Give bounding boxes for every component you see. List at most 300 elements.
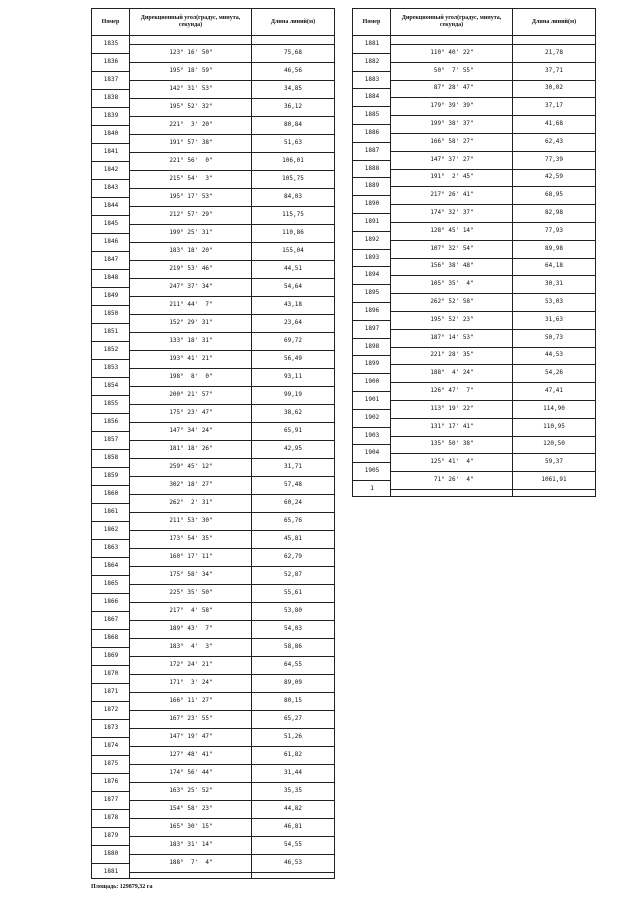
line-length: 54,64 xyxy=(283,283,303,290)
line-length: 77,93 xyxy=(544,226,564,234)
point-number: 1883 xyxy=(364,75,380,83)
point-number: 1865 xyxy=(103,580,119,587)
line-length: 57,48 xyxy=(283,481,303,488)
header-angle: Дирекционный угол(градус, минута, секунда) xyxy=(130,9,252,35)
point-number: 1849 xyxy=(103,292,119,299)
direction-angle: 160° 17' 11" xyxy=(169,553,213,560)
point-number: 1884 xyxy=(364,93,380,101)
point-number: 1851 xyxy=(103,328,119,335)
direction-angle: 195° 52' 32" xyxy=(169,103,213,110)
direction-angle: 135° 50' 38" xyxy=(430,440,474,448)
left-coordinate-table xyxy=(91,8,335,879)
direction-angle: 191° 57' 38" xyxy=(169,139,213,146)
row-line xyxy=(353,160,391,161)
row-line xyxy=(92,629,130,630)
header-length: Длина линий(м) xyxy=(270,18,316,25)
direction-angle: 221° 3' 20" xyxy=(169,121,213,128)
point-number: 1887 xyxy=(364,146,380,154)
direction-angle: 211° 44' 7" xyxy=(169,301,213,308)
row-line xyxy=(353,409,391,410)
point-number: 1892 xyxy=(364,235,380,243)
row-line xyxy=(92,863,130,864)
row-line xyxy=(353,266,391,267)
direction-angle: 113° 19' 22" xyxy=(430,404,474,412)
line-length: 31,71 xyxy=(283,463,303,470)
line-length: 105,75 xyxy=(282,175,304,182)
row-line xyxy=(130,44,334,45)
direction-angle: 154° 58' 23" xyxy=(169,805,213,812)
point-number: 1856 xyxy=(103,418,119,425)
direction-angle: 163° 25' 52" xyxy=(169,787,213,794)
point-number: 1891 xyxy=(364,217,380,225)
direction-angle: 152° 29' 31" xyxy=(169,319,213,326)
point-number: 1864 xyxy=(103,562,119,569)
row-line xyxy=(130,566,334,567)
point-number: 1878 xyxy=(103,814,119,821)
point-number: 1877 xyxy=(103,796,119,803)
row-line xyxy=(130,782,334,783)
direction-angle: 211° 53' 30" xyxy=(169,517,213,524)
point-number: 1863 xyxy=(103,544,119,551)
row-line xyxy=(92,359,130,360)
line-length: 59,37 xyxy=(544,458,564,466)
direction-angle: 142° 31' 53" xyxy=(169,85,213,92)
line-length: 54,26 xyxy=(544,369,564,377)
row-line xyxy=(130,656,334,657)
row-line xyxy=(391,436,595,437)
point-number: 1847 xyxy=(103,256,119,263)
row-line xyxy=(391,400,595,401)
direction-angle: 302° 18' 27" xyxy=(169,481,213,488)
row-line xyxy=(130,278,334,279)
row-line xyxy=(391,133,595,134)
row-line xyxy=(353,355,391,356)
direction-angle: 219° 53' 46" xyxy=(169,265,213,272)
direction-angle: 50° 7' 55" xyxy=(430,66,474,74)
line-length: 38,62 xyxy=(283,409,303,416)
row-line xyxy=(391,347,595,348)
row-line xyxy=(391,311,595,312)
row-line xyxy=(92,593,130,594)
row-line xyxy=(92,269,130,270)
point-number: 1859 xyxy=(103,472,119,479)
direction-angle: 193° 41' 21" xyxy=(169,355,213,362)
point-number: 1904 xyxy=(364,449,380,457)
point-number: 1890 xyxy=(364,200,380,208)
point-number: 1872 xyxy=(103,706,119,713)
row-line xyxy=(92,611,130,612)
row-line xyxy=(92,107,130,108)
point-number: 1882 xyxy=(364,57,380,65)
direction-angle: 215° 54' 3" xyxy=(169,175,213,182)
point-number: 1857 xyxy=(103,436,119,443)
direction-angle: 195° 52' 23" xyxy=(430,315,474,323)
row-line xyxy=(92,845,130,846)
line-length: 31,63 xyxy=(544,315,564,323)
line-length: 46,56 xyxy=(283,67,303,74)
header-number: Номер xyxy=(353,9,391,35)
direction-angle: 195° 17' 53" xyxy=(169,193,213,200)
row-line xyxy=(130,404,334,405)
point-number: 1844 xyxy=(103,202,119,209)
row-line xyxy=(353,71,391,72)
area-total: Площадь: 129879,32 га xyxy=(91,884,153,890)
direction-angle: 110° 40' 22" xyxy=(430,48,474,56)
point-number: 1866 xyxy=(103,598,119,605)
direction-angle: 126° 47' 7" xyxy=(430,387,474,394)
row-line xyxy=(391,186,595,187)
point-number: 1881 xyxy=(364,39,380,47)
direction-angle: 174° 32' 37" xyxy=(430,209,474,216)
row-line xyxy=(130,638,334,639)
row-line xyxy=(130,692,334,693)
row-line xyxy=(92,719,130,720)
direction-angle: 181° 18' 26" xyxy=(169,445,213,452)
line-length: 89,98 xyxy=(544,244,564,252)
line-length: 110,86 xyxy=(282,229,304,236)
row-line xyxy=(92,737,130,738)
header-length: Длина линий(м) xyxy=(531,18,577,25)
direction-angle: 173° 54' 35" xyxy=(169,535,213,542)
line-length: 68,95 xyxy=(544,191,564,199)
line-length: 60,24 xyxy=(283,499,303,506)
row-line xyxy=(92,233,130,234)
line-length: 50,73 xyxy=(544,333,564,341)
point-number: 1845 xyxy=(103,220,119,227)
direction-angle: 71° 26' 4" xyxy=(430,476,474,483)
direction-angle: 221° 28' 35" xyxy=(430,351,474,359)
line-length: 82,98 xyxy=(544,209,564,216)
row-line xyxy=(130,296,334,297)
line-length: 42,59 xyxy=(544,173,564,181)
point-number: 1896 xyxy=(364,306,380,314)
row-line xyxy=(391,471,595,472)
row-line xyxy=(130,332,334,333)
row-line xyxy=(130,440,334,441)
row-line xyxy=(130,260,334,261)
row-line xyxy=(353,391,391,392)
line-length: 69,72 xyxy=(283,337,303,344)
direction-angle: 262° 52' 58" xyxy=(430,298,474,305)
line-length: 46,81 xyxy=(283,823,303,830)
direction-angle: 131° 17' 41" xyxy=(430,422,474,430)
row-line xyxy=(130,368,334,369)
line-length: 52,87 xyxy=(283,571,303,578)
row-line xyxy=(92,683,130,684)
row-line xyxy=(353,106,391,107)
point-number: 1850 xyxy=(103,310,119,317)
row-line xyxy=(391,489,595,490)
row-line xyxy=(130,422,334,423)
line-length: 64,18 xyxy=(544,262,564,270)
line-length: 75,68 xyxy=(283,49,303,56)
point-number: 1838 xyxy=(103,94,119,101)
row-line xyxy=(130,818,334,819)
row-line xyxy=(130,602,334,603)
line-length: 62,43 xyxy=(544,137,564,145)
direction-angle: 179° 39' 39" xyxy=(430,102,474,110)
line-length: 120,50 xyxy=(543,440,565,448)
direction-angle: 175° 58' 34" xyxy=(169,571,213,578)
row-line xyxy=(353,177,391,178)
row-line xyxy=(391,222,595,223)
row-line xyxy=(92,143,130,144)
row-line xyxy=(353,302,391,303)
direction-angle: 123° 16' 50" xyxy=(169,49,213,56)
row-line xyxy=(130,548,334,549)
line-length: 58,86 xyxy=(283,643,303,650)
row-line xyxy=(391,364,595,365)
point-number: 1888 xyxy=(364,164,380,172)
point-number: 1858 xyxy=(103,454,119,461)
row-line xyxy=(353,53,391,54)
row-line xyxy=(130,620,334,621)
point-number: 1868 xyxy=(103,634,119,641)
row-line xyxy=(130,80,334,81)
direction-angle: 147° 37' 27" xyxy=(430,155,474,163)
direction-angle: 105° 35' 4" xyxy=(430,280,474,288)
direction-angle: 107° 32' 54" xyxy=(430,244,474,252)
row-line xyxy=(353,284,391,285)
row-line xyxy=(353,462,391,463)
line-length: 23,64 xyxy=(283,319,303,326)
row-line xyxy=(353,142,391,143)
point-number: 1885 xyxy=(364,111,380,119)
row-line xyxy=(391,80,595,81)
point-number: 1852 xyxy=(103,346,119,353)
direction-angle: 183° 4' 3" xyxy=(169,643,213,650)
row-line xyxy=(92,197,130,198)
row-line xyxy=(391,97,595,98)
row-line xyxy=(130,242,334,243)
row-line xyxy=(130,854,334,855)
row-line xyxy=(92,755,130,756)
point-number: 1903 xyxy=(364,431,380,439)
row-line xyxy=(130,728,334,729)
point-number: 1854 xyxy=(103,382,119,389)
point-number: 1839 xyxy=(103,112,119,119)
direction-angle: 133° 18' 31" xyxy=(169,337,213,344)
point-number: 1886 xyxy=(364,128,380,136)
direction-angle: 125° 41' 4" xyxy=(430,458,474,466)
line-length: 37,17 xyxy=(544,102,564,110)
row-line xyxy=(92,503,130,504)
line-length: 36,12 xyxy=(283,103,303,110)
row-line xyxy=(353,444,391,445)
row-line xyxy=(391,453,595,454)
row-line xyxy=(92,827,130,828)
line-length: 54,55 xyxy=(283,841,303,848)
point-number: 1905 xyxy=(364,467,380,475)
row-line xyxy=(130,62,334,63)
row-line xyxy=(92,395,130,396)
direction-angle: 188° 4' 24" xyxy=(430,369,474,377)
point-number: 1842 xyxy=(103,166,119,173)
row-line xyxy=(130,710,334,711)
point-number: 1836 xyxy=(103,58,119,65)
row-line xyxy=(391,382,595,383)
row-line xyxy=(130,800,334,801)
line-length: 37,71 xyxy=(544,66,564,74)
row-line xyxy=(130,152,334,153)
row-line xyxy=(130,458,334,459)
row-line xyxy=(92,557,130,558)
point-number: 1879 xyxy=(103,832,119,839)
row-line xyxy=(92,431,130,432)
point-number: 1901 xyxy=(364,395,380,403)
row-line xyxy=(130,188,334,189)
point-number: 1895 xyxy=(364,289,380,297)
line-length: 56,49 xyxy=(283,355,303,362)
point-number: 1898 xyxy=(364,342,380,350)
row-line xyxy=(92,179,130,180)
point-number: 1853 xyxy=(103,364,119,371)
point-number: 1880 xyxy=(103,850,119,857)
row-line xyxy=(391,169,595,170)
row-line xyxy=(92,53,130,54)
line-length: 21,78 xyxy=(544,48,564,56)
point-number: 1873 xyxy=(103,724,119,731)
row-line xyxy=(130,494,334,495)
point-number: 1837 xyxy=(103,76,119,83)
row-line xyxy=(92,215,130,216)
line-length: 51,63 xyxy=(283,139,303,146)
line-length: 30,31 xyxy=(544,280,564,288)
line-length: 43,18 xyxy=(283,301,303,308)
point-number: 1899 xyxy=(364,360,380,368)
row-line xyxy=(130,746,334,747)
row-line xyxy=(130,170,334,171)
row-line xyxy=(353,338,391,339)
direction-angle: 156° 38' 48" xyxy=(430,262,474,270)
line-length: 46,53 xyxy=(283,859,303,866)
direction-angle: 127° 48' 41" xyxy=(169,751,213,758)
row-line xyxy=(353,427,391,428)
direction-angle: 167° 23' 55" xyxy=(169,715,213,722)
row-line xyxy=(353,88,391,89)
row-line xyxy=(391,293,595,294)
row-line xyxy=(92,539,130,540)
line-length: 44,51 xyxy=(283,265,303,272)
point-number: 1897 xyxy=(364,324,380,332)
line-length: 51,26 xyxy=(283,733,303,740)
row-line xyxy=(92,413,130,414)
line-length: 55,61 xyxy=(283,589,303,596)
direction-angle: 147° 19' 47" xyxy=(169,733,213,740)
point-number: 1 xyxy=(370,484,374,492)
left-table-header xyxy=(92,9,334,36)
direction-angle: 147° 34' 24" xyxy=(169,427,213,434)
row-line xyxy=(391,258,595,259)
row-line xyxy=(92,773,130,774)
right-table-header xyxy=(353,9,595,36)
row-line xyxy=(92,467,130,468)
line-length: 155,04 xyxy=(282,247,304,254)
direction-angle: 183° 18' 20" xyxy=(169,247,213,254)
point-number: 1875 xyxy=(103,760,119,767)
row-line xyxy=(92,125,130,126)
right-coordinate-table xyxy=(352,8,596,497)
direction-angle: 195° 18' 59" xyxy=(169,67,213,74)
point-number: 1889 xyxy=(364,182,380,190)
direction-angle: 188° 7' 4" xyxy=(169,859,213,866)
row-line xyxy=(353,480,391,481)
direction-angle: 166° 58' 27" xyxy=(430,137,474,145)
line-length: 65,27 xyxy=(283,715,303,722)
line-length: 41,68 xyxy=(544,120,564,127)
point-number: 1881 xyxy=(103,868,119,875)
row-line xyxy=(391,275,595,276)
header-number: Номер xyxy=(92,9,130,35)
row-line xyxy=(130,476,334,477)
point-number: 1893 xyxy=(364,253,380,261)
line-length: 53,03 xyxy=(544,298,564,305)
point-number: 1874 xyxy=(103,742,119,749)
row-line xyxy=(92,161,130,162)
row-line xyxy=(353,195,391,196)
direction-angle: 191° 2' 45" xyxy=(430,173,474,181)
direction-angle: 199° 38' 37" xyxy=(430,120,474,127)
row-line xyxy=(353,320,391,321)
direction-angle: 225° 35' 50" xyxy=(169,589,213,596)
line-length: 61,82 xyxy=(283,751,303,758)
row-line xyxy=(92,341,130,342)
line-length: 47,41 xyxy=(544,387,564,394)
line-length: 80,84 xyxy=(283,121,303,128)
line-length: 77,39 xyxy=(544,155,564,163)
row-line xyxy=(92,791,130,792)
line-length: 31,44 xyxy=(283,769,303,776)
row-line xyxy=(92,287,130,288)
direction-angle: 128° 45' 14" xyxy=(430,226,474,234)
direction-angle: 165° 30' 15" xyxy=(169,823,213,830)
line-length: 99,19 xyxy=(283,391,303,398)
row-line xyxy=(130,314,334,315)
direction-angle: 172° 24' 21" xyxy=(169,661,213,668)
row-line xyxy=(353,249,391,250)
row-line xyxy=(92,647,130,648)
line-length: 65,91 xyxy=(283,427,303,434)
line-length: 44,82 xyxy=(283,805,303,812)
row-line xyxy=(130,584,334,585)
row-line xyxy=(92,521,130,522)
point-number: 1843 xyxy=(103,184,119,191)
row-line xyxy=(391,44,595,45)
direction-angle: 212° 57' 29" xyxy=(169,211,213,218)
line-length: 84,03 xyxy=(283,193,303,200)
row-line xyxy=(130,350,334,351)
direction-angle: 171° 3' 24" xyxy=(169,679,213,686)
direction-angle: 221° 56' 0" xyxy=(169,157,213,164)
point-number: 1871 xyxy=(103,688,119,695)
row-line xyxy=(92,89,130,90)
line-length: 35,35 xyxy=(283,787,303,794)
row-line xyxy=(353,213,391,214)
header-angle: Дирекционный угол(градус, минута, секунда) xyxy=(391,9,513,35)
row-line xyxy=(353,231,391,232)
point-number: 1869 xyxy=(103,652,119,659)
row-line xyxy=(92,701,130,702)
point-number: 1902 xyxy=(364,413,380,421)
point-number: 1867 xyxy=(103,616,119,623)
point-number: 1840 xyxy=(103,130,119,137)
point-number: 1900 xyxy=(364,378,380,386)
row-line xyxy=(130,530,334,531)
row-line xyxy=(92,251,130,252)
line-length: 44,53 xyxy=(544,351,564,359)
line-length: 30,02 xyxy=(544,84,564,92)
direction-angle: 174° 56' 44" xyxy=(169,769,213,776)
